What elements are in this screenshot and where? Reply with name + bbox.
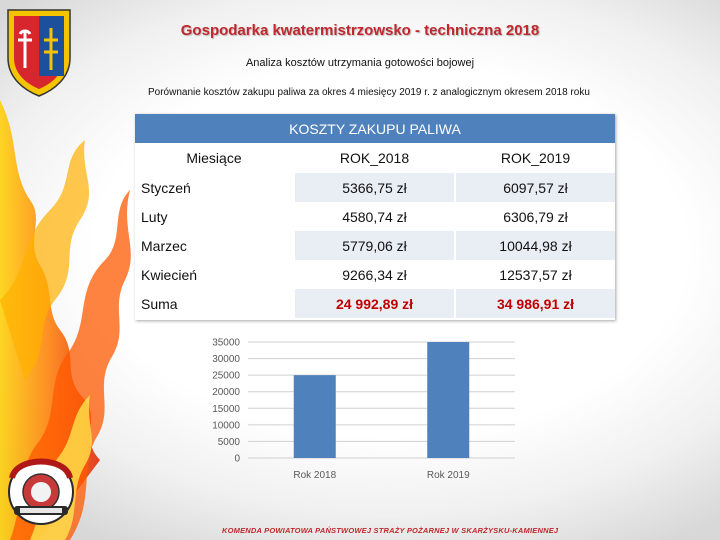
column-header-months: Miesiące	[186, 150, 242, 166]
x-tick-label: Rok 2019	[426, 470, 470, 481]
bar-rok-2018	[294, 375, 336, 458]
y-tick-label: 15000	[212, 403, 240, 415]
month-cell: Luty	[141, 208, 168, 225]
y-tick-label: 0	[234, 453, 240, 465]
fire-service-emblem	[2, 448, 80, 526]
table-row	[135, 202, 615, 231]
month-cell: Kwiecień	[141, 266, 198, 283]
y-tick-label: 5000	[217, 436, 240, 448]
fuel-cost-table	[135, 114, 615, 320]
table-row	[135, 231, 615, 260]
value-2018-cell: 9266,34 zł	[293, 260, 454, 289]
y-tick-label: 25000	[212, 370, 240, 382]
comparison-caption: Porównanie kosztów zakupu paliwa za okres 4 miesięcy 2019 r. z analogicznym okresem 2018 roku	[148, 87, 590, 98]
y-tick-label: 30000	[212, 354, 240, 366]
y-tick-label: 35000	[212, 337, 240, 349]
value-2019-cell: 12537,57 zł	[454, 260, 615, 289]
sum-label-cell: Suma	[141, 295, 178, 312]
table-row	[135, 260, 615, 289]
table-sum-row	[135, 289, 615, 318]
sum-2018-cell: 24 992,89 zł	[293, 289, 454, 318]
page-subtitle: Analiza kosztów utrzymania gotowości bojowej	[245, 57, 475, 69]
y-tick-label: 10000	[212, 420, 240, 432]
sum-2019-cell: 34 986,91 zł	[454, 289, 615, 318]
page-title: Gospodarka kwatermistrzowsko - techniczna 2018	[180, 22, 540, 39]
fuel-cost-bar-chart	[200, 330, 530, 490]
value-2018-cell: 5366,75 zł	[293, 173, 454, 202]
month-cell: Marzec	[141, 237, 187, 254]
coat-of-arms-logo	[4, 6, 74, 98]
value-2018-cell: 4580,74 zł	[293, 202, 454, 231]
value-2018-cell: 5779,06 zł	[293, 231, 454, 260]
value-2019-cell: 6306,79 zł	[454, 202, 615, 231]
column-header-2018: ROK_2018	[293, 143, 454, 173]
footer-text: KOMENDA POWIATOWA PAŃSTWOWEJ STRAŻY POŻARNEJ W SKARŻYSKU-KAMIENNEJ	[222, 526, 559, 535]
column-header-2019: ROK_2019	[454, 143, 615, 173]
month-cell: Styczeń	[141, 179, 191, 196]
y-tick-label: 20000	[212, 387, 240, 399]
table-title: KOSZTY ZAKUPU PALIWA	[135, 114, 615, 143]
x-tick-label: Rok 2018	[293, 470, 337, 481]
value-2019-cell: 6097,57 zł	[454, 173, 615, 202]
bar-rok-2019	[427, 342, 469, 458]
table-row	[135, 173, 615, 202]
table-column-header-row	[135, 143, 615, 173]
value-2019-cell: 10044,98 zł	[454, 231, 615, 260]
